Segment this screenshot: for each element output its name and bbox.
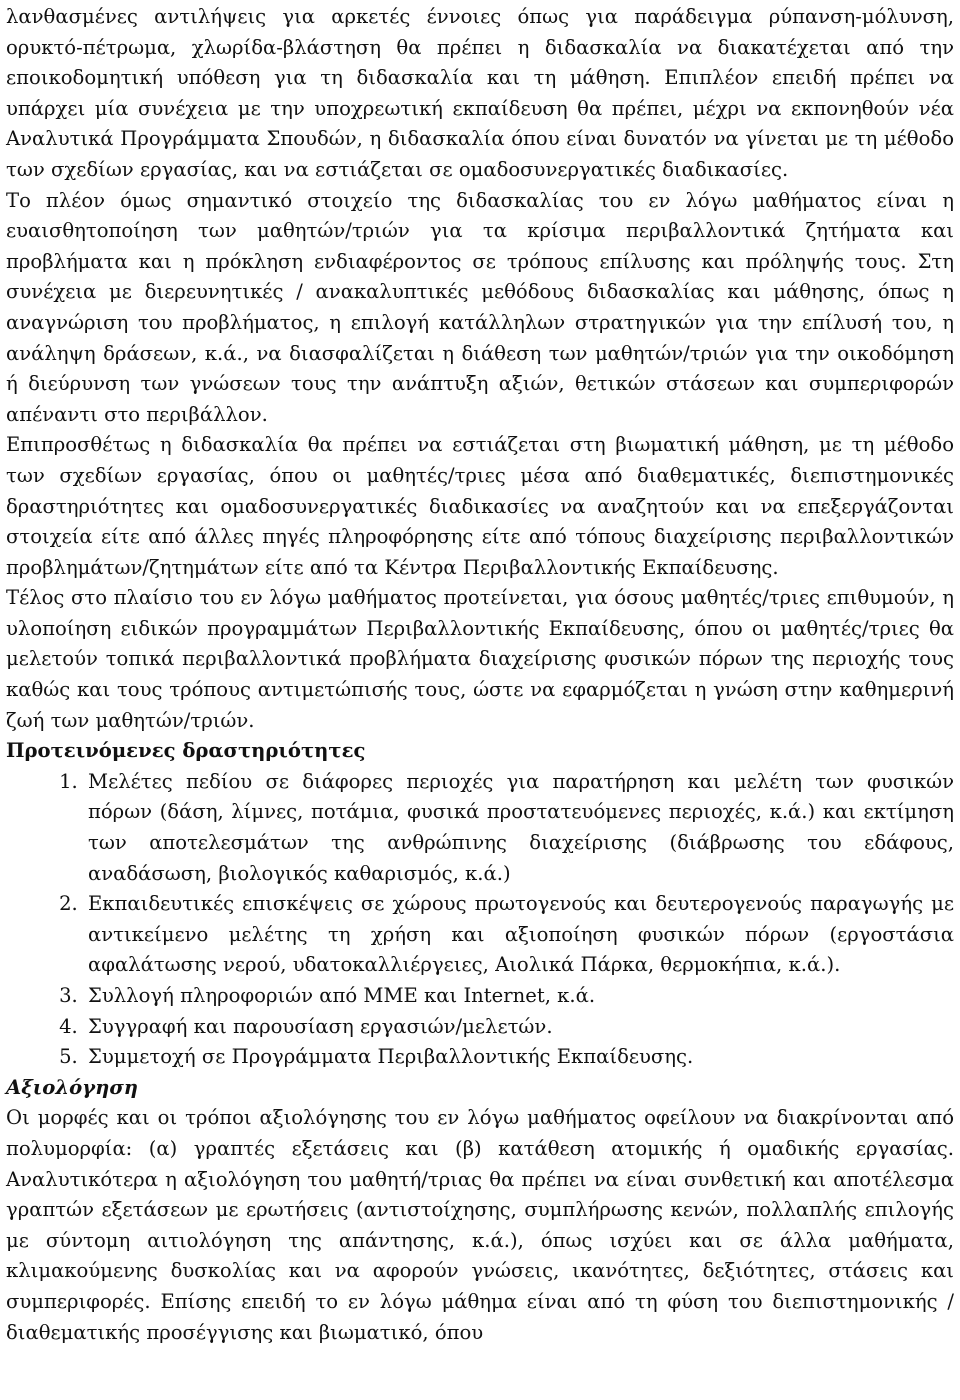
- activity-item: 4. Συγγραφή και παρουσίαση εργασιών/μελετών.: [84, 1012, 954, 1043]
- paragraph-experiential: Επιπροσθέτως η διδασκαλία θα πρέπει να εστιάζεται στη βιωματική μάθηση, με τη μέθοδο των σχεδίων εργασίας, όπου οι μαθητές/τριες μέσα από διαθεματικές, διεπιστημονικές δραστηριότητες και ομαδοσυνεργατικές διαδικασίες να αναζητούν και να επεξεργάζονται στοιχεία είτε από άλλες πηγές πληροφόρησης είτε από τόπους διαχείρισης περιβαλλοντικών προβλημάτων/ζητημάτων είτε από τα Κέντρα Περιβαλλοντικής Εκπαίδευσης.: [6, 433, 954, 579]
- activities-heading: Προτεινόμενες δραστηριότητες: [6, 739, 366, 763]
- paragraph-programs: Τέλος στο πλαίσιο του εν λόγω μαθήματος προτείνεται, για όσους μαθητές/τριες επιθυμούν, η υλοποίηση ειδικών προγραμμάτων Περιβαλλοντικής Εκπαίδευσης, όπου οι μαθητές/τριες θα μελετούν τοπικά περιβαλλοντικά προβλήματα διαχείρισης φυσικών πόρων της περιοχής τους καθώς και τους τρόπους αντιμετώπισής τους, ώστε να εφαρμόζεται η γνώση στην καθημερινή ζωή των μαθητών/τριών.: [6, 586, 954, 732]
- activity-item: 2. Εκπαιδευτικές επισκέψεις σε χώρους πρωτογενούς και δευτερογενούς παραγωγής με αντικείμενο μελέτης τη χρήση και αξιοποίηση φυσικών πόρων (εργοστάσια αφαλάτωσης νερού, υδατοκαλλιέργειες, Αιολικά Πάρκα, θερμοκήπια, κ.ά.).: [84, 889, 954, 981]
- paragraph-awareness: Το πλέον όμως σημαντικό στοιχείο της διδασκαλίας του εν λόγω μαθήματος είναι η ευαισθητοποίηση των μαθητών/τριών για τα κρίσιμα περιβαλλοντικά ζητήματα και προβλήματα και η πρόκληση ενδιαφέροντος σε τρόπους επίλυσης και πρόληψής τους. Στη συνέχεια με διερευνητικές / ανακαλυπτικές μεθόδους διδασκαλίας και μάθησης, όπως η αναγνώριση του προβλήματος, η επιλογή κατάλληλων στρατηγικών για την επίλυσή του, η ανάληψη δράσεων, κ.ά., να διασφαλίζεται η διάθεση των μαθητών/τριών για την οικοδόμηση ή διεύρυνση των γνώσεων τους την ανάπτυξη αξιών, θετικών στάσεων και συμπεριφορών απέναντι στο περιβάλλον.: [6, 188, 954, 426]
- activity-item: 1. Μελέτες πεδίου σε διάφορες περιοχές για παρατήρηση και μελέτη των φυσικών πόρων (δάση, λίμνες, ποτάμια, φυσικά προστατευόμενες περιοχές, κ.ά.) και εκτίμηση των αποτελεσμάτων της ανθρώπινης διαχείρισης (διάβρωσης του εδάφους, αναδάσωση, βιολογικός καθαρισμός, κ.ά.): [84, 767, 954, 889]
- activity-item: 3. Συλλογή πληροφοριών από ΜΜΕ και Internet, κ.ά.: [84, 981, 954, 1012]
- activity-item: 5. Συμμετοχή σε Προγράμματα Περιβαλλοντικής Εκπαίδευσης.: [84, 1042, 954, 1073]
- paragraph-intro: λανθασμένες αντιλήψεις για αρκετές έννοιες όπως για παράδειγμα ρύπανση-μόλυνση, ορυκτό-πέτρωμα, χλωρίδα-βλάστηση θα πρέπει η διδασκαλία να διακατέχεται από την εποικοδομητική υπόθεση για τη διδασκαλία και τη μάθηση. Επιπλέον επειδή πρέπει να υπάρχει μία συνέχεια με την υποχρεωτική εκπαίδευση θα πρέπει, μέχρι να εκπονηθούν νέα Αναλυτικά Προγράμματα Σπουδών, η διδασκαλία όπου είναι δυνατόν να γίνεται με τη μέθοδο των σχεδίων εργασίας, και να εστιάζεται σε ομαδοσυνεργατικές διαδικασίες.: [6, 5, 954, 181]
- activities-list: [6, 767, 954, 1073]
- paragraph-evaluation: Οι μορφές και οι τρόποι αξιολόγησης του εν λόγω μαθήματος οφείλουν να διακρίνονται από πολυμορφία: (α) γραπτές εξετάσεις και (β) κατάθεση ατομικής ή ομαδικής εργασίας. Αναλυτικότερα η αξιολόγηση του μαθητή/τριας θα πρέπει να είναι συνθετική και αποτέλεσμα γραπτών εξετάσεων με ερωτήσεις (αντιστοίχησης, συμπλήρωσης κενών, πολλαπλής επιλογής με σύντομη αιτιολόγηση της απάντησης, κ.ά.), όπως ισχύει και σε άλλα μαθήματα, κλιμακούμενης δυσκολίας και να αφορούν γνώσεις, ικανότητες, δεξιότητες, στάσεις και συμπεριφορές. Επίσης επειδή το εν λόγω μάθημα είναι από τη φύση του διεπιστημονικής /διαθεματικής προσέγγισης και βιωματικό, όπου: [6, 1106, 954, 1344]
- evaluation-heading: Αξιολόγηση: [6, 1075, 139, 1099]
